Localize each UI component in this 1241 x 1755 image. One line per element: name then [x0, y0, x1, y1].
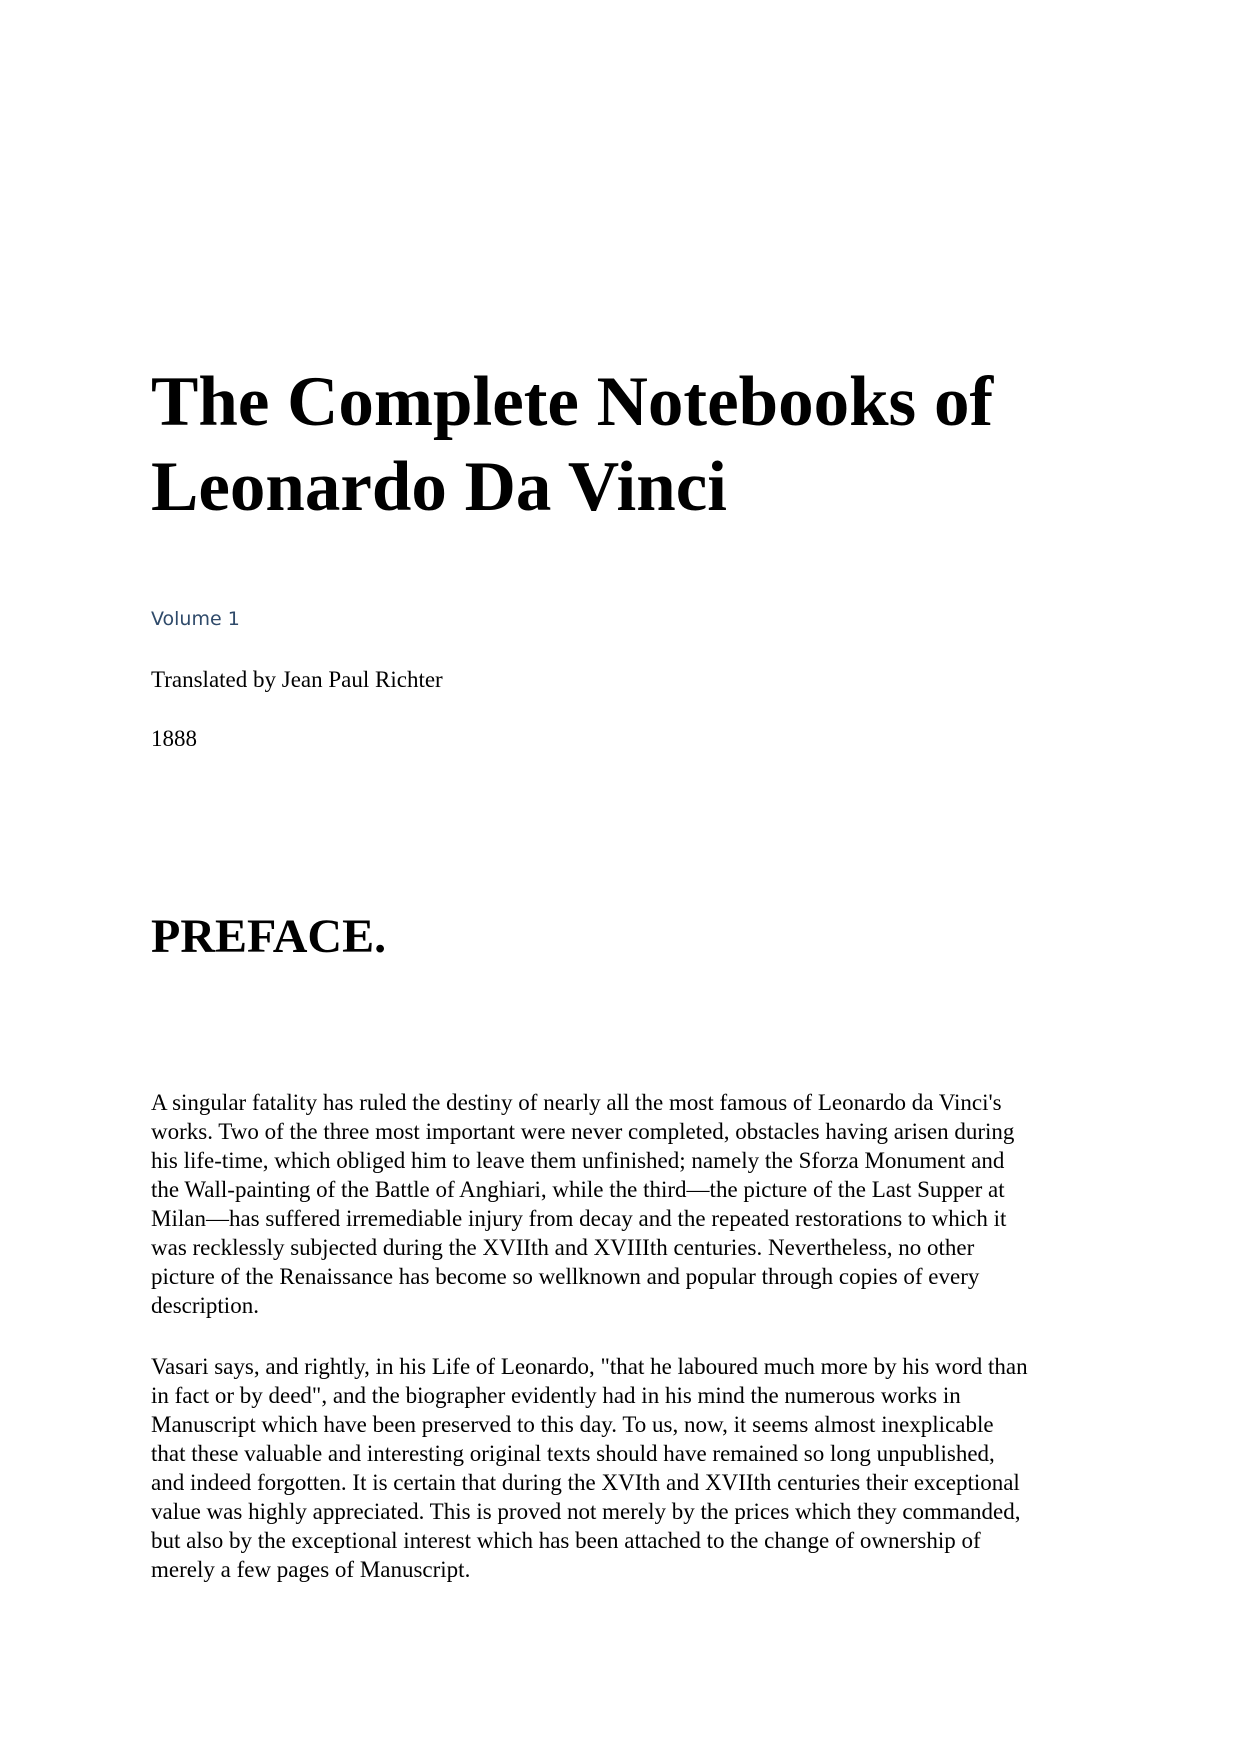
preface-paragraph-1: A singular fatality has ruled the destiny of nearly all the most famous of Leonardo da Vinci's works. Two of the three most important were never completed, obstacles having arisen during his life-time, which obliged him to leave them unfinished; namely the Sforza Monument and the Wall-painting of the Battle of Anghiari, while the third—the picture of the Last Supper at Milan—has suffered irremediable injury from decay and the repeated restorations to which it was recklessly subjected during the XVIIth and XVIIIth centuries. Nevertheless, no other picture of the Renaissance has become so wellknown and popular through copies of every description.	[151, 1090, 1015, 1318]
document-title	[151, 360, 1051, 530]
preface-paragraph-2: Vasari says, and rightly, in his Life of Leonardo, "that he laboured much more by his word than in fact or by deed", and the biographer evidently had in his mind the numerous works in Manuscript which have been preserved to this day. To us, now, it seems almost inexplicable that these valuable and interesting original texts should have remained so long unpublished, and indeed forgotten. It is certain that during the XVIth and XVIIth centuries their exceptional value was highly appreciated. This is proved not merely by the prices which they commanded, but also by the exceptional interest which has been attached to the change of ownership of merely a few pages of Manuscript.	[151, 1354, 1028, 1582]
volume-label: Volume 1	[151, 608, 240, 630]
preface-heading: PREFACE.	[151, 910, 387, 963]
title-line-1: The Complete Notebooks of	[151, 363, 994, 441]
publication-year: 1888	[151, 726, 197, 751]
translator-credit: Translated by Jean Paul Richter	[151, 667, 443, 692]
title-line-2: Leonardo Da Vinci	[151, 448, 727, 526]
